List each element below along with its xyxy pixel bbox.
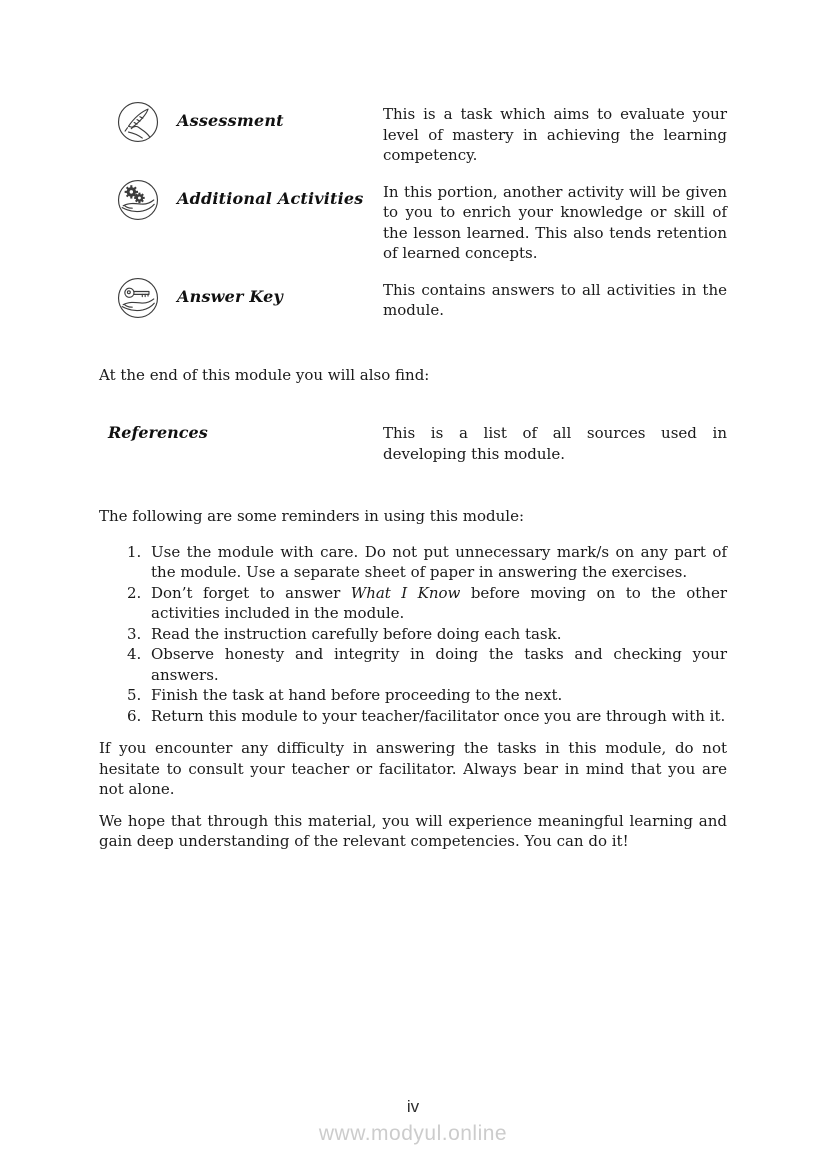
reminder-text: Use the module with care. Do not put unnecessary mark/s on any part of the module. Use a separate sheet of paper in answering the exercises. <box>151 542 727 581</box>
end-note: At the end of this module you will also find: <box>99 365 430 384</box>
row-description: This is a task which aims to evaluate your level of mastery in achieving the learning competency. <box>383 105 727 164</box>
reminder-text: Finish the task at hand before proceeding to the next. <box>151 686 563 704</box>
reminder-item <box>127 542 727 583</box>
row-label: Assessment <box>177 111 284 130</box>
closing-paragraph: If you encounter any difficulty in answering the tasks in this module, do not hesitate to consult your teacher or facilitator. Always bear in mind that you are not alone. <box>99 739 727 798</box>
reminder-number: 4. <box>127 645 142 663</box>
icon-row-additional-activities <box>117 179 727 264</box>
reminder-number: 5. <box>127 686 142 704</box>
italic-phrase: What I Know <box>350 583 461 602</box>
reminder-number: 3. <box>127 624 142 643</box>
reminder-item <box>127 644 727 685</box>
reminder-text: Read the instruction carefully before doing each task. <box>151 624 562 643</box>
closing-paragraph: We hope that through this material, you will experience meaningful learning and gain deep understanding of the relevant competencies. You can do it! <box>99 811 727 850</box>
references-row <box>108 423 727 464</box>
reminder-number: 1. <box>127 542 142 561</box>
icon-row-answer-key <box>117 277 727 321</box>
reminder-text: Don’t forget to answer What I Know before moving on to the other activities included in the module. <box>151 583 727 622</box>
reminder-text: Observe honesty and integrity in doing the tasks and checking your answers. <box>151 645 727 684</box>
reminder-item <box>127 685 727 706</box>
reminder-item <box>127 583 727 624</box>
writing-hand-icon <box>117 101 159 143</box>
row-label: Answer Key <box>177 286 284 306</box>
reminder-number: 2. <box>127 583 142 602</box>
page-number: iv <box>406 1097 420 1116</box>
gears-hand-icon <box>117 179 159 221</box>
reminder-text: Return this module to your teacher/facilitator once you are through with it. <box>151 706 726 725</box>
reminders-intro: The following are some reminders in using this module: <box>99 507 524 525</box>
references-label: References <box>108 423 208 442</box>
references-description: This is a list of all sources used in developing this module. <box>383 424 727 463</box>
row-description: In this portion, another activity will be given to you to enrich your knowledge or skill of the lesson learned. This also tends retention of learned concepts. <box>383 182 727 262</box>
row-description: This contains answers to all activities in the module. <box>383 280 727 319</box>
key-hand-icon <box>117 277 159 319</box>
reminders-list <box>127 542 727 727</box>
reminder-item <box>127 706 727 727</box>
icon-legend-section <box>0 0 826 321</box>
watermark: www.modyul.online <box>318 1122 508 1145</box>
reminder-item <box>127 624 727 645</box>
icon-row-assessment <box>117 101 727 166</box>
reminder-number: 6. <box>127 706 142 725</box>
row-label: Additional Activities <box>177 188 364 208</box>
